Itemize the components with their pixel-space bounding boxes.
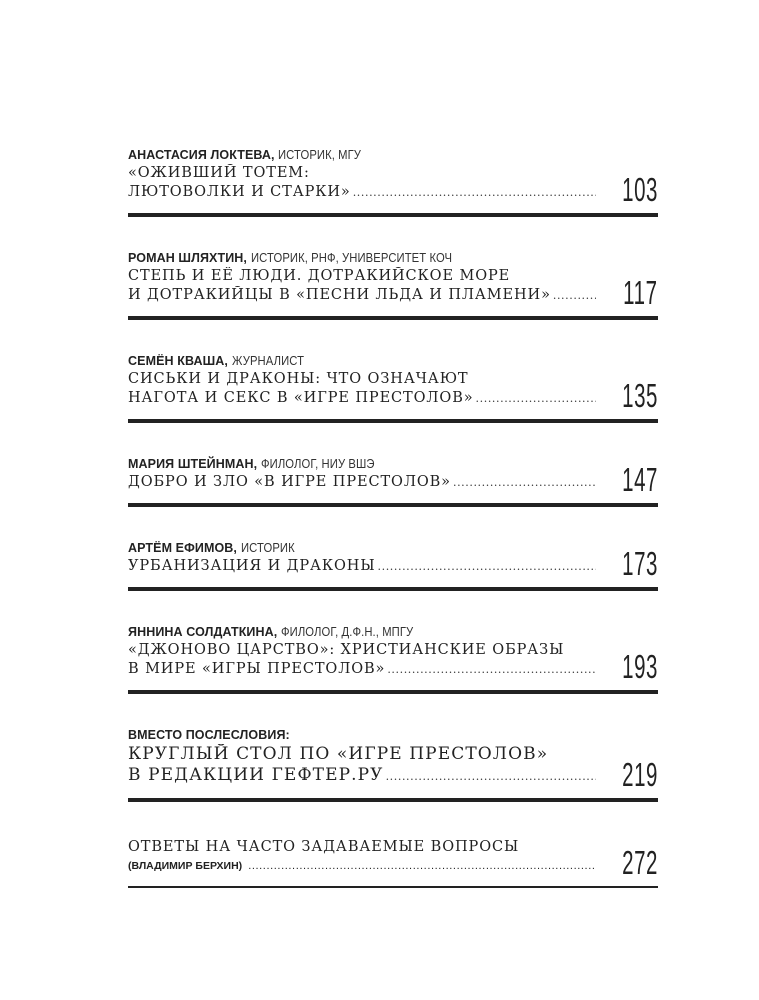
author-line: [128, 455, 596, 473]
author-name: ЯННИНА СОЛДАТКИНА,: [128, 625, 278, 639]
page-number: 173: [622, 545, 658, 582]
toc-entry[interactable]: [128, 146, 658, 217]
entry-title-line: В МИРЕ «ИГРЫ ПРЕСТОЛОВ» .....: [128, 660, 596, 679]
author-line: [128, 146, 596, 164]
entry-title-line: КРУГЛЫЙ СТОЛ ПО «ИГРЕ ПРЕСТОЛОВ»: [128, 744, 549, 764]
author-name: РОМАН ШЛЯХТИН,: [128, 251, 248, 265]
dot-leader: [553, 286, 596, 305]
author-line: [128, 726, 596, 744]
page-number: 193: [622, 648, 658, 685]
entry-title-line: СТЕПЬ И ЕЁ ЛЮДИ. ДОТРАКИЙСКОЕ МОРЕ: [128, 268, 511, 284]
toc-entry[interactable]: [128, 726, 658, 802]
entry-author-subline: [128, 857, 596, 875]
entry-title-line: И ДОТРАКИЙЦЫ В «ПЕСНИ ЛЬДА И ПЛАМЕНИ» .....: [128, 286, 596, 305]
dot-leader: [378, 557, 597, 576]
entry-title-line: ЛЮТОВОЛКИ И СТАРКИ» .....: [128, 183, 596, 202]
page-number: 272: [622, 844, 658, 881]
author-affiliation: ИСТОРИК: [240, 541, 295, 555]
page-number: 147: [622, 461, 658, 498]
page-number: 219: [622, 756, 658, 793]
dot-leader: [453, 473, 596, 492]
page-number: 135: [622, 377, 658, 414]
dot-leader: [476, 389, 596, 408]
author-affiliation: ФИЛОЛОГ, Д.Ф.Н., МПГУ: [280, 625, 414, 639]
author-line: [128, 352, 596, 370]
author-name: АРТЁМ ЕФИМОВ,: [128, 541, 238, 555]
author-affiliation: ЖУРНАЛИСТ: [231, 354, 304, 368]
table-of-contents: [128, 146, 658, 888]
author-line: [128, 623, 596, 641]
entry-title-line: НАГОТА И СЕКС В «ИГРЕ ПРЕСТОЛОВ» .....: [128, 389, 596, 408]
entry-title-line: «ДЖОНОВО ЦАРСТВО»: ХРИСТИАНСКИЕ ОБРАЗЫ: [128, 642, 565, 658]
page-number: 103: [622, 171, 658, 208]
toc-entry[interactable]: [128, 623, 658, 694]
toc-entry[interactable]: [128, 838, 658, 888]
author-line: [128, 539, 596, 557]
author-line: [128, 249, 596, 267]
author-name: СЕМЁН КВАША,: [128, 354, 228, 368]
section-heading: ВМЕСТО ПОСЛЕСЛОВИЯ:: [128, 728, 290, 742]
author-name: (ВЛАДИМИР БЕРХИН): [128, 860, 243, 872]
dot-leader: [386, 766, 596, 787]
author-name: АНАСТАСИЯ ЛОКТЕВА,: [128, 148, 275, 162]
entry-title-line: ОТВЕТЫ НА ЧАСТО ЗАДАВАЕМЫЕ ВОПРОСЫ: [128, 839, 520, 855]
author-affiliation: ФИЛОЛОГ, НИУ ВШЭ: [260, 457, 375, 471]
entry-title-line: В РЕДАКЦИИ ГЕФТЕР.РУ .....: [128, 765, 596, 787]
entry-title-line: УРБАНИЗАЦИЯ И ДРАКОНЫ .....: [128, 557, 596, 576]
dot-leader: [353, 183, 596, 202]
entry-title-line: СИСЬКИ И ДРАКОНЫ: ЧТО ОЗНАЧАЮТ: [128, 371, 469, 387]
toc-entry[interactable]: [128, 352, 658, 423]
page-number: 117: [623, 274, 658, 311]
author-affiliation: ИСТОРИК, МГУ: [278, 148, 362, 162]
author-name: МАРИЯ ШТЕЙНМАН,: [128, 457, 258, 471]
entry-title-line: ДОБРО И ЗЛО «В ИГРЕ ПРЕСТОЛОВ» .....: [128, 473, 596, 492]
toc-entry[interactable]: [128, 455, 658, 507]
entry-title-line: «ОЖИВШИЙ ТОТЕМ:: [128, 165, 310, 181]
dot-leader: [248, 857, 596, 875]
author-affiliation: ИСТОРИК, РНФ, УНИВЕРСИТЕТ КОЧ: [250, 251, 452, 265]
dot-leader: [387, 660, 596, 679]
toc-entry[interactable]: [128, 539, 658, 591]
toc-entry[interactable]: [128, 249, 658, 320]
